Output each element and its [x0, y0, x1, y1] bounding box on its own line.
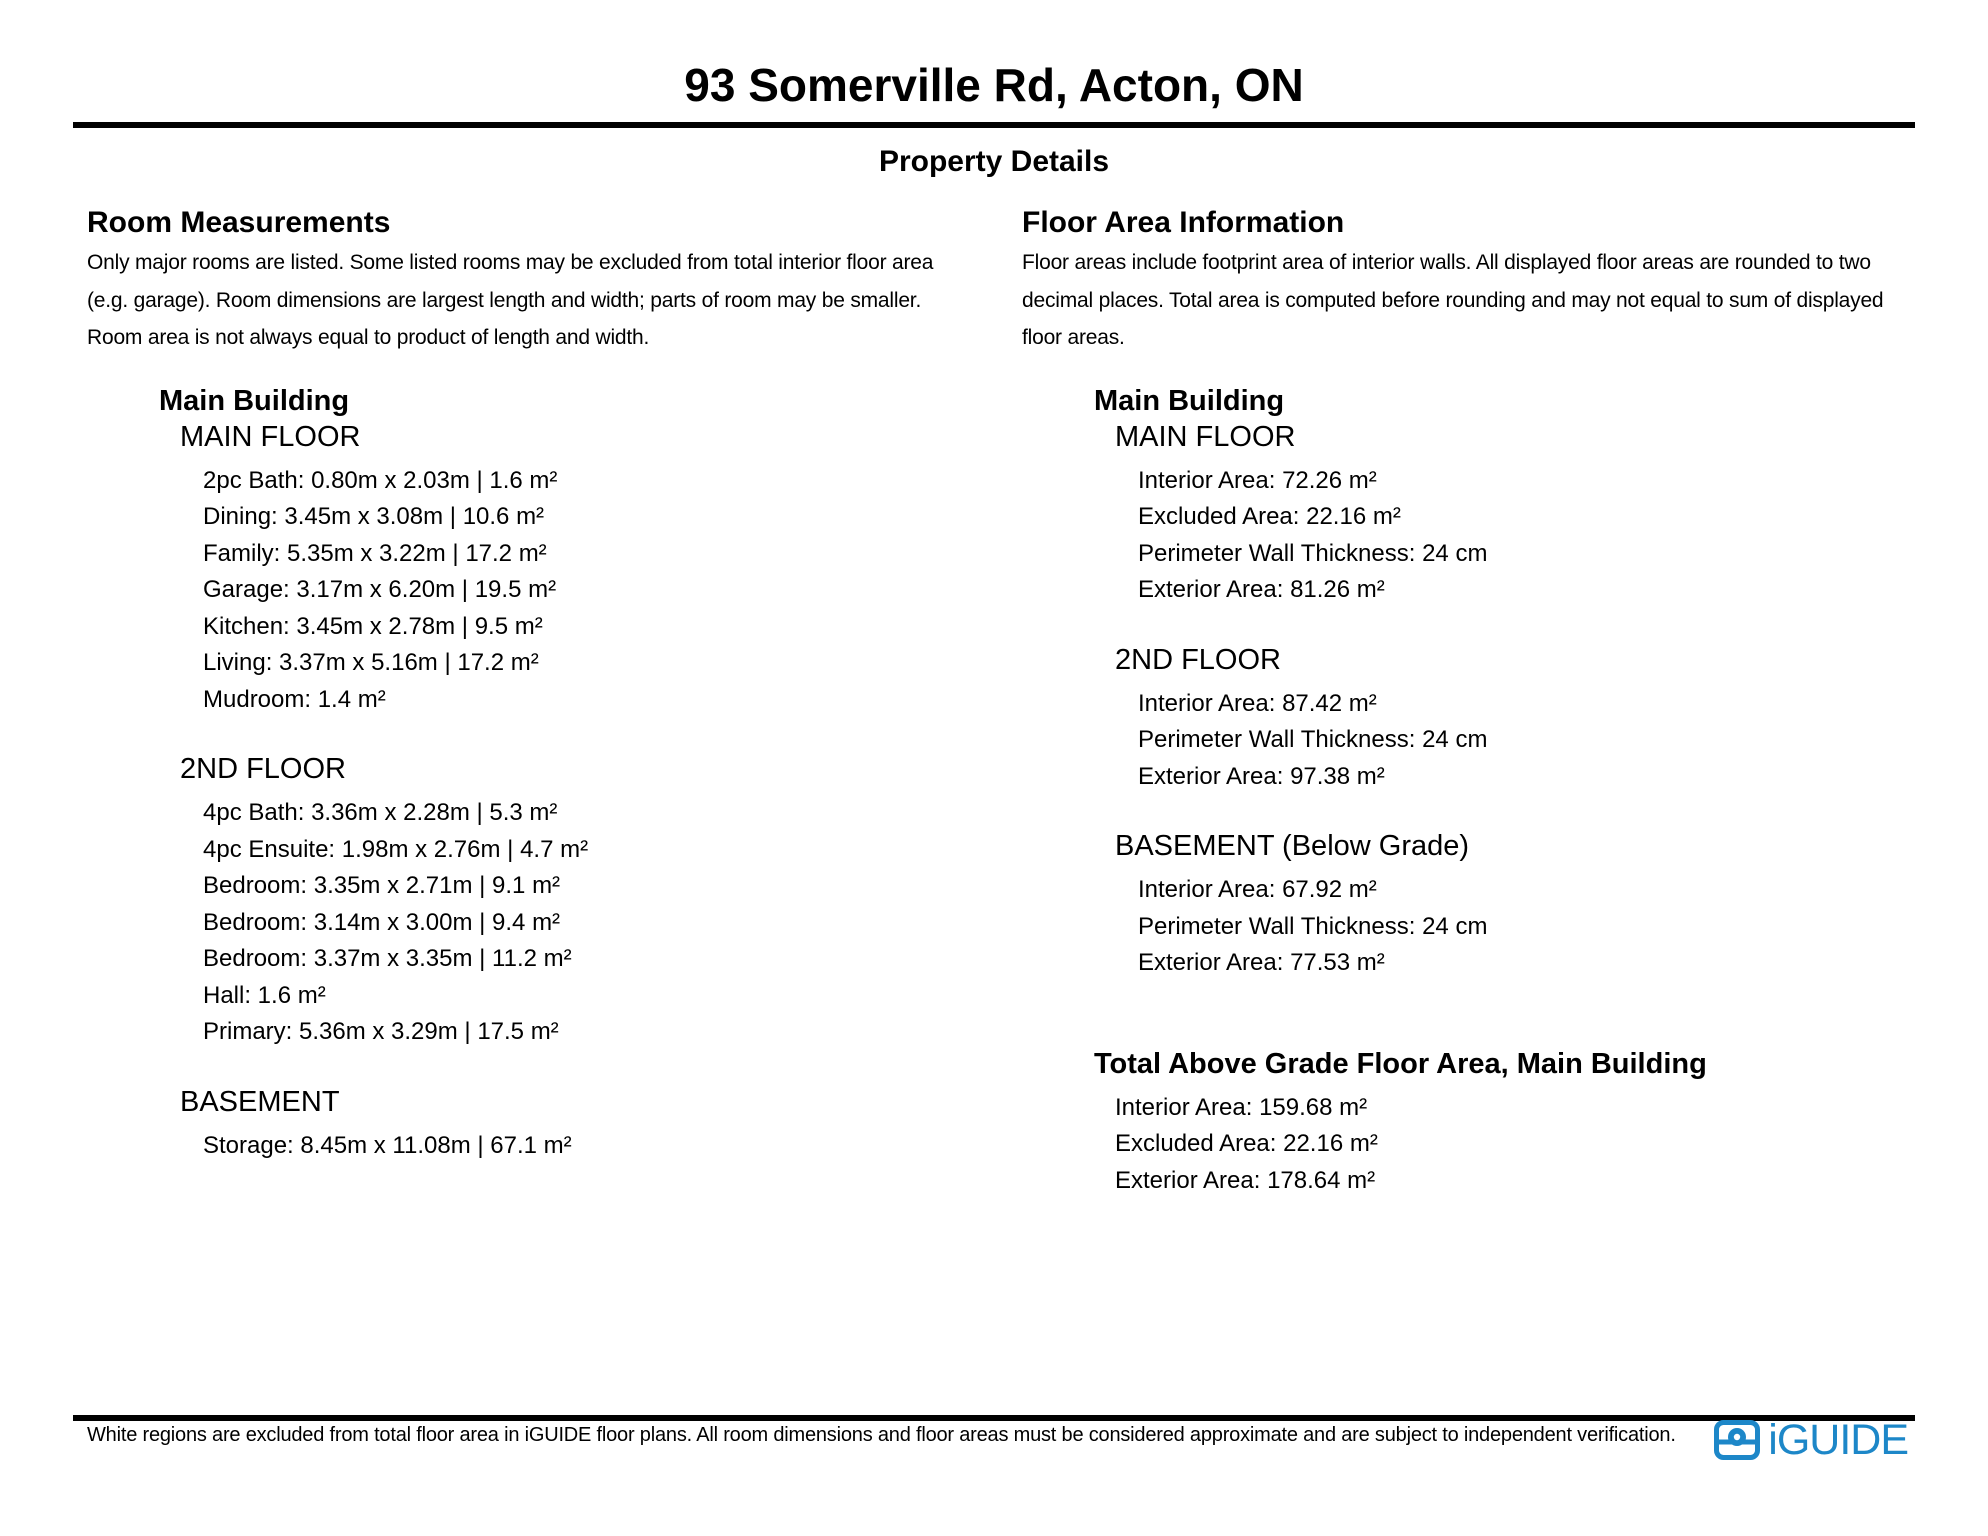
stat-line: Exterior Area: 77.53 m²	[1138, 949, 1385, 976]
footer-disclaimer: White regions are excluded from total floor area in iGUIDE floor plans. All room dimensions and floor areas must be considered approximate and are subject to independent verification.	[87, 1424, 1676, 1446]
room-line: Bedroom: 3.35m x 2.71m | 9.1 m²	[203, 872, 561, 899]
intro-line: decimal places. Total area is computed before rounding and may not equal to sum of displayed	[1022, 288, 1884, 312]
room-list	[203, 463, 1017, 719]
room-line: Family: 5.35m x 3.22m | 17.2 m²	[203, 539, 547, 567]
floor-name: 2ND FLOOR	[180, 753, 346, 785]
stat-line: Exterior Area: 81.26 m²	[1138, 576, 1385, 603]
building-name: Main Building	[159, 384, 350, 417]
stat-line: Interior Area: 72.26 m²	[1138, 466, 1377, 494]
room-line: Bedroom: 3.14m x 3.00m | 9.4 m²	[203, 908, 561, 936]
stat-list	[1138, 686, 1952, 796]
room-line: Mudroom: 1.4 m²	[203, 685, 386, 713]
iguide-logo	[1713, 1416, 1908, 1464]
total-above-grade-heading: Total Above Grade Floor Area, Main Building	[1094, 1047, 1707, 1080]
stat-list	[1115, 1090, 1952, 1200]
stat-line: Interior Area: 67.92 m²	[1138, 876, 1377, 903]
room-line: Hall: 1.6 m²	[203, 981, 326, 1009]
area-group-2nd-floor	[1022, 642, 1952, 796]
building-name: Main Building	[1094, 384, 1285, 417]
floor-group-2nd-floor	[87, 751, 1017, 1051]
room-line: 2pc Bath: 0.80m x 2.03m | 1.6 m²	[203, 466, 558, 494]
header-divider	[73, 122, 1915, 128]
iguide-logo-text: iGUIDE	[1768, 1416, 1908, 1464]
area-group-basement	[1022, 828, 1952, 982]
floor-name: BASEMENT (Below Grade)	[1115, 830, 1470, 862]
room-line: Living: 3.37m x 5.16m | 17.2 m²	[203, 649, 539, 676]
area-group-main-floor	[1022, 419, 1952, 609]
stat-line: Interior Area: 159.68 m²	[1115, 1093, 1368, 1121]
page-title: 93 Somerville Rd, Acton, ON	[684, 59, 1304, 111]
room-measurements-section	[87, 205, 1017, 1164]
stat-list	[1138, 872, 1952, 982]
footer-divider	[73, 1415, 1915, 1421]
room-line: Dining: 3.45m x 3.08m | 10.6 m²	[203, 503, 545, 530]
intro-line: (e.g. garage). Room dimensions are largest length and width; parts of room may be smaller.	[87, 288, 922, 312]
floor-area-intro	[1022, 244, 1952, 357]
room-line: Garage: 3.17m x 6.20m | 19.5 m²	[203, 576, 557, 603]
floor-group-basement	[87, 1084, 1017, 1165]
floor-name: 2ND FLOOR	[1115, 643, 1281, 676]
room-line: Storage: 8.45m x 11.08m | 67.1 m²	[203, 1131, 572, 1159]
room-list	[203, 1128, 1017, 1165]
room-line: Primary: 5.36m x 3.29m | 17.5 m²	[203, 1018, 559, 1045]
page-subtitle: Property Details	[878, 145, 1110, 178]
floor-area-heading: Floor Area Information	[1022, 206, 1345, 239]
intro-line: Floor areas include footprint area of interior walls. All displayed floor areas are rounded to two	[1022, 251, 1871, 274]
stat-line: Excluded Area: 22.16 m²	[1138, 503, 1401, 530]
stat-line: Exterior Area: 178.64 m²	[1115, 1166, 1376, 1194]
floor-group-main-floor	[87, 419, 1017, 719]
room-line: Bedroom: 3.37m x 3.35m | 11.2 m²	[203, 945, 572, 972]
floor-name: BASEMENT	[180, 1085, 340, 1118]
stat-line: Perimeter Wall Thickness: 24 cm	[1138, 912, 1488, 940]
total-above-grade-block	[1022, 1046, 1952, 1200]
room-line: 4pc Bath: 3.36m x 2.28m | 5.3 m²	[203, 799, 558, 826]
intro-line: Only major rooms are listed. Some listed rooms may be excluded from total interior floor area	[87, 251, 934, 274]
intro-line: floor areas.	[1022, 326, 1125, 349]
stat-line: Perimeter Wall Thickness: 24 cm	[1138, 726, 1488, 753]
stat-line: Perimeter Wall Thickness: 24 cm	[1138, 539, 1488, 567]
room-list	[203, 795, 1017, 1051]
intro-line: Room area is not always equal to product of length and width.	[87, 326, 650, 349]
room-line: Kitchen: 3.45m x 2.78m | 9.5 m²	[203, 612, 543, 640]
room-line: 4pc Ensuite: 1.98m x 2.76m | 4.7 m²	[203, 835, 589, 863]
room-measurements-intro	[87, 244, 1017, 357]
floor-name: MAIN FLOOR	[1115, 420, 1296, 453]
stat-line: Exterior Area: 97.38 m²	[1138, 762, 1385, 790]
stat-line: Excluded Area: 22.16 m²	[1115, 1130, 1378, 1157]
iguide-camera-icon	[1713, 1418, 1761, 1462]
stat-line: Interior Area: 87.42 m²	[1138, 689, 1377, 717]
floor-name: MAIN FLOOR	[180, 420, 361, 453]
floor-area-section	[1022, 205, 1952, 1199]
room-measurements-heading: Room Measurements	[87, 206, 391, 239]
stat-list	[1138, 463, 1952, 609]
